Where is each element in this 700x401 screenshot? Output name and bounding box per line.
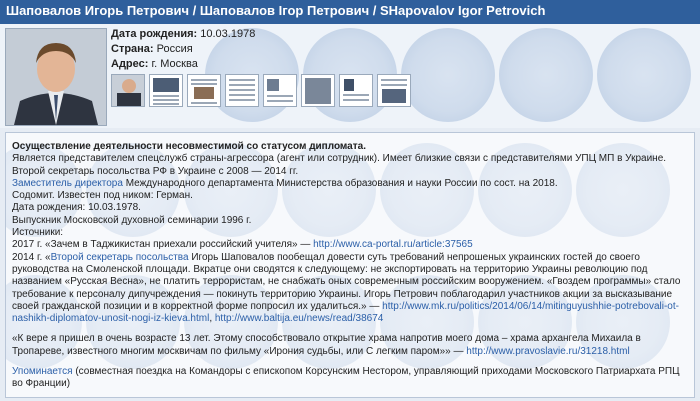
position-link[interactable]: Заместитель директора bbox=[12, 177, 123, 189]
source-link[interactable]: http://www.mk.ru/politics/2014/06/14/mitinguyushhie-potrebovali-ot-nashikh-diplomatov-unosit-nogi-iz-kieva.html bbox=[12, 300, 679, 325]
watermark-seal bbox=[401, 28, 495, 122]
gallery-thumbnail[interactable] bbox=[149, 74, 183, 107]
gallery-thumbnail[interactable] bbox=[225, 74, 259, 107]
country-label: Страна: bbox=[111, 43, 154, 55]
gallery-thumbnail[interactable] bbox=[263, 74, 297, 107]
watermark-seal bbox=[597, 28, 691, 122]
dossier-line: Содомит. Известен под ником: Герман. bbox=[12, 190, 193, 202]
sources-label: Источники: bbox=[12, 227, 64, 239]
address-value: г. Москва bbox=[151, 58, 198, 70]
address-label: Адрес: bbox=[111, 58, 149, 70]
mention-text: (совместная поездка на Командоры с епископом Корсунским Нестором, управляющий приходами Московского Патриархата РПЦ во Франции) bbox=[12, 366, 680, 390]
profile-photo[interactable] bbox=[5, 28, 107, 126]
source-link[interactable]: http://www.baltija.eu/news/read/38674 bbox=[214, 313, 384, 325]
profile-info bbox=[111, 27, 255, 72]
country-value: Россия bbox=[156, 43, 193, 55]
source-link[interactable]: http://www.ca-portal.ru/article:37565 bbox=[313, 239, 473, 251]
dossier-line: Дата рождения: 10.03.1978. bbox=[12, 202, 141, 214]
dossier-heading: Осуществление деятельности несовместимой со статусом дипломата. bbox=[12, 141, 366, 152]
source-link[interactable]: http://www.pravoslavie.ru/31218.html bbox=[466, 345, 630, 357]
quote-text: «К вере я пришел в очень возрасте 13 лет. Этому способствовало открытие храма напротив моего дома – храма архангела Михаила в Тропареве, известного многим москвичам по фильму «Ирония судьбы, или С легким паром»» — bbox=[12, 333, 641, 357]
source-link[interactable]: Второй секретарь посольства bbox=[50, 251, 189, 263]
source-text: 2014 г. « bbox=[12, 251, 51, 263]
dossier-line: Второй секретарь посольства РФ в Украине с 2008 — 2014 гг. bbox=[12, 165, 299, 177]
quote-item bbox=[12, 333, 688, 358]
position-text: Международного департамента Министерства образования и науки России по сост. на 2018. bbox=[122, 177, 558, 189]
dob-value: 10.03.1978 bbox=[200, 28, 256, 40]
mention-item bbox=[12, 366, 688, 391]
source-item bbox=[12, 239, 688, 251]
gallery-thumbnail[interactable] bbox=[111, 74, 145, 107]
gallery-thumbnail[interactable] bbox=[187, 74, 221, 107]
dossier-line bbox=[12, 178, 688, 190]
page-title: Шаповалов Игорь Петрович / Шаповалов Ігор Петрович / SHapovalov Igor Petrovich bbox=[0, 0, 700, 24]
mention-link[interactable]: Упоминается bbox=[12, 366, 73, 378]
gallery-thumbnail[interactable] bbox=[377, 74, 411, 107]
dossier-line: Является представителем спецслужб страны-агрессора (агент или сотрудник). Имеет близкие связи с представителями УПЦ МП в Украине. bbox=[12, 153, 667, 165]
dossier-content bbox=[12, 141, 688, 391]
source-item bbox=[12, 252, 688, 326]
gallery-thumbnail[interactable] bbox=[339, 74, 373, 107]
source-separator: , bbox=[209, 313, 215, 325]
watermark-seal bbox=[499, 28, 593, 122]
person-portrait-icon bbox=[6, 29, 106, 125]
gallery-thumbnail[interactable] bbox=[301, 74, 335, 107]
source-text: 2017 г. «Зачем в Таджикистан приехали российский учителя» — bbox=[12, 239, 314, 251]
dob-label: Дата рождения: bbox=[111, 28, 198, 40]
dossier-panel bbox=[5, 132, 695, 398]
dossier-line: Выпускник Московской духовной семинарии 1996 г. bbox=[12, 214, 252, 226]
source-text: Игорь Шаповалов пообещал довести суть требований непрошеных украинских гостей до своего руководства на Смоленской площади. Вкратце они сводятся к следующему: не экспортировать на территорию Украины революцию под названием «Русская Весна», не платить террористам, не снабжать оных современным российским вооружением. «Гвоздем программы» стало требование к персоналу дипучреждения — покинуть территорию Украины. Игорь Петрович поблагодарил участников акции за высказывание своей гражданской позиции и в корректной форме попросил их удалиться.» — bbox=[12, 251, 681, 312]
